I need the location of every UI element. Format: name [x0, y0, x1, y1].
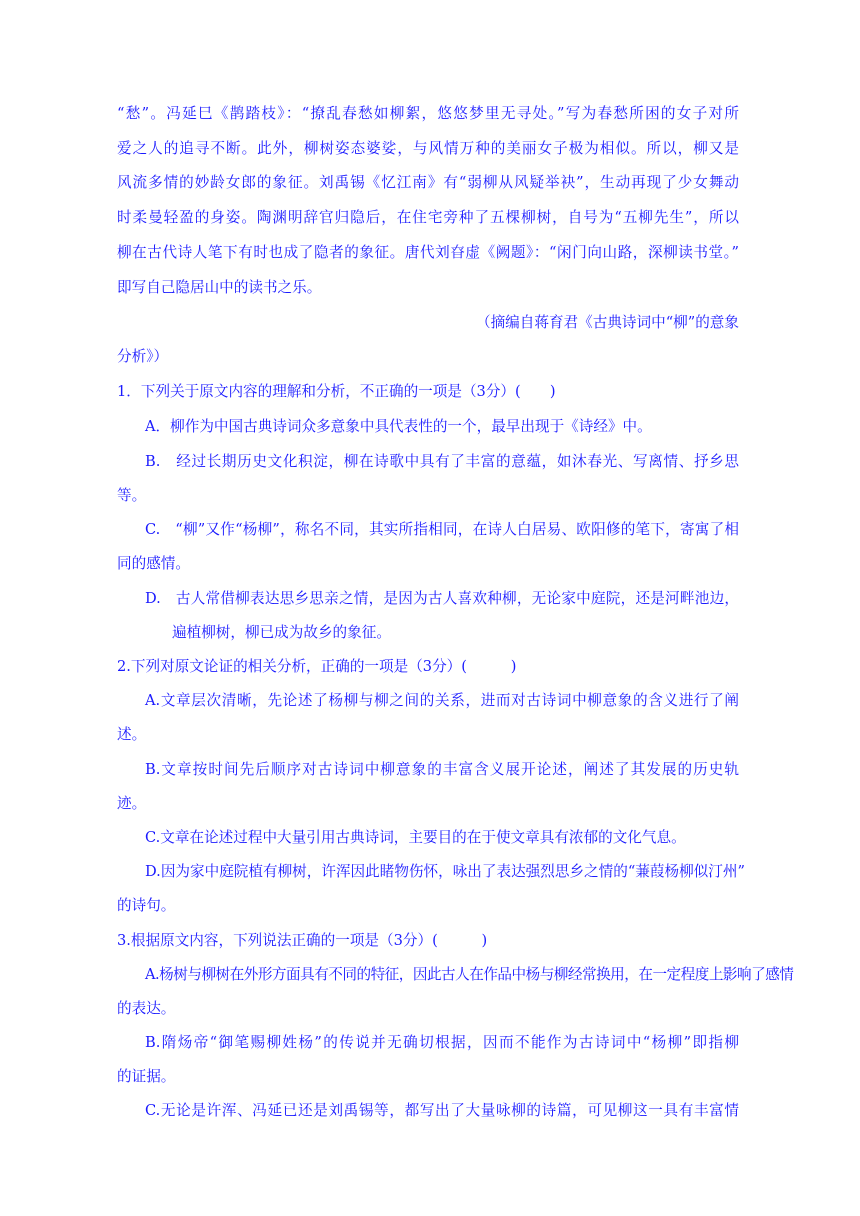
question-3-option-c: C.无论是许浑、冯延已还是刘禹锡等，都写出了大量咏柳的诗篇，可见柳这一具有丰富情 [145, 1102, 739, 1119]
question-1-option-d: D. 古人常借柳表达思乡思亲之情，是因为古人喜欢种柳，无论家中庭院，还是河畔池边， [145, 590, 739, 607]
question-2-option-d-cont: 的诗句。 [117, 897, 176, 914]
question-3-option-b-cont: 的证据。 [117, 1068, 176, 1085]
passage-line: 柳在古代诗人笔下有时也成了隐者的象征。唐代刘昚虚《阙题》：“闲门向山路，深柳读书堂。” [117, 244, 739, 261]
question-2-option-b-cont: 迹。 [117, 795, 147, 812]
question-1-option-b: B. 经过长期历史文化积淀，柳在诗歌中具有了丰富的意蕴，如沐春光、写离情、抒乡思 [145, 453, 739, 470]
question-2-option-b: B.文章按时间先后顺序对古诗词中柳意象的丰富含义展开论述，阐述了其发展的历史轨 [145, 761, 739, 778]
passage-line: 即写自己隐居山中的读书之乐。 [117, 279, 322, 296]
question-2-option-a: A.文章层次清晰，先论述了杨柳与柳之间的关系，进而对古诗词中柳意象的含义进行了阐 [145, 692, 739, 709]
question-2-option-c: C.文章在论述过程中大量引用古典诗词，主要目的在于使文章具有浓郁的文化气息。 [145, 829, 686, 846]
question-1-option-d-cont: 遍植柳树，柳已成为故乡的象征。 [172, 624, 391, 641]
question-2-stem: 2.下列对原文论证的相关分析，正确的一项是（3分）( ) [117, 658, 517, 675]
question-3-option-a: A.杨树与柳树在外形方面具有不同的特征，因此古人在作品中杨与柳经常换用，在一定程度上影响了感情 [145, 966, 794, 983]
question-1-option-a: A．柳作为中国古典诗词众多意象中具代表性的一个，最早出现于《诗经》中。 [145, 418, 652, 435]
question-3-option-a-cont: 的表达。 [117, 1000, 176, 1017]
question-1-stem: 1．下列关于原文内容的理解和分析，不正确的一项是（3分）( ) [117, 383, 556, 400]
question-1-option-b-cont: 等。 [117, 487, 147, 504]
passage-line: 爱之人的追寻不断。此外，柳树姿态婆娑，与风情万种的美丽女子极为相似。所以，柳又是 [117, 140, 739, 157]
question-3-option-b: B.隋炀帝“御笔赐柳姓杨”的传说并无确切根据，因而不能作为古诗词中“杨柳”即指柳 [145, 1034, 739, 1051]
question-1-option-c-cont: 同的感情。 [117, 555, 190, 572]
question-3-stem: 3.根据原文内容，下列说法正确的一项是（3分）( ) [117, 932, 488, 949]
question-1-option-c: C. “柳”又作“杨柳”，称名不同，其实所指相同，在诗人白居易、欧阳修的笔下，寄寓了相 [145, 521, 739, 538]
passage-line: “愁”。冯延巳《鹊踏枝》：“撩乱春愁如柳絮，悠悠梦里无寻处。”写为春愁所困的女子对所 [117, 105, 739, 122]
question-2-option-a-cont: 述。 [117, 726, 147, 743]
source-citation-cont: 分析》） [117, 348, 169, 365]
passage-line: 时柔曼轻盈的身姿。陶渊明辞官归隐后，在住宅旁种了五棵柳树，自号为“五柳先生”，所以 [117, 209, 739, 226]
passage-line: 风流多情的妙龄女郎的象征。刘禹锡《忆江南》有“弱柳从风疑举袂”，生动再现了少女舞动 [117, 174, 739, 191]
question-2-option-d: D.因为家中庭院植有柳树，许浑因此睹物伤怀，咏出了表达强烈思乡之情的“蒹葭杨柳似汀州” [145, 863, 745, 880]
source-citation: （摘编自蒋育君《古典诗词中“柳”的意象 [475, 314, 739, 331]
